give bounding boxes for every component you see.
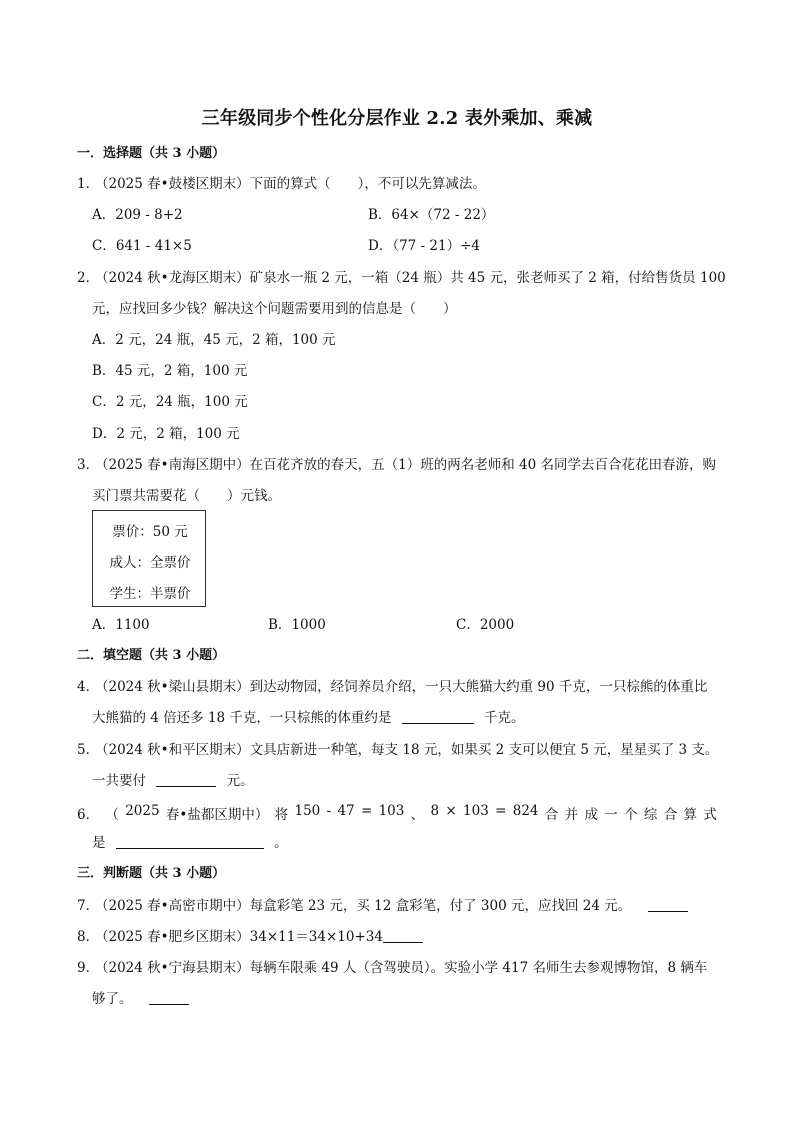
adult-price-line: 成人：全票价 [109, 555, 191, 571]
question-2 [77, 269, 726, 287]
answer-blank[interactable] [648, 898, 688, 912]
question-8 [77, 928, 423, 946]
q6-token: 合 [544, 807, 559, 823]
q6-token: 103 [463, 803, 489, 819]
student-price-line: 学生：半票价 [109, 586, 191, 602]
question-4 [77, 678, 707, 696]
question-text-line1: （2024 秋•和平区期末）文具店新进一种笔，每支 18 元，如果买 2 支可以便宜 5 元，星星买了 3 支。 [95, 742, 719, 758]
section-heading-fill: 二．填空题（共 3 小题） [77, 648, 226, 663]
ticket-price-line: 票价：50 元 [112, 524, 188, 540]
question-6 [77, 803, 717, 823]
q6-token: 个 [624, 807, 638, 823]
question-text-line1: （2024 秋•龙海区期末）矿泉水一瓶 2 元，一箱（24 瓶）共 45 元，张老师买了 2 箱，付给售货员 100 [95, 270, 726, 286]
answer-blank[interactable] [383, 929, 423, 943]
question-text-line2: 元，应找回多少钱？解决这个问题需要用到的信息是（ ） [92, 301, 457, 317]
q6-token: 综 [643, 807, 658, 823]
question-text: 大熊猫的 4 倍还多 18 千克，一只棕熊的体重约是 [92, 710, 392, 726]
q6-token: 并 [564, 807, 579, 823]
q6-token: 6． [77, 807, 100, 823]
question-number: 1． [77, 176, 100, 192]
q2-option-d: D．2 元，2 箱，100 元 [92, 426, 240, 442]
q6-token: 824 [512, 803, 539, 819]
q6-token: 成 [584, 807, 598, 823]
question-7 [77, 897, 688, 915]
q6-token: 将 [274, 807, 289, 823]
end-text: 。 [274, 835, 288, 851]
section-heading-judge: 三．判断题（共 3 小题） [77, 866, 226, 881]
question-6-line2 [92, 834, 288, 852]
question-text: 是 [92, 835, 106, 851]
q3-option-a: A．1100 [92, 617, 150, 633]
q6-token: × [445, 803, 457, 819]
q6-token: 一 [604, 807, 618, 823]
question-number: 8． [77, 929, 100, 945]
q3-option-b: B．1000 [268, 617, 326, 633]
q1-option-a: A．209 - 8+2 [92, 207, 183, 223]
question-number: 7． [77, 898, 100, 914]
q6-token: = [495, 803, 507, 819]
q6-token: 算 [683, 807, 698, 823]
q6-token: 150 [294, 803, 321, 819]
q6-token: （ [105, 807, 119, 823]
question-text-line1: （2025 春•南海区期中）在百花齐放的春天，五（1）班的两名老师和 40 名同学去百合花花田春游，购 [95, 457, 716, 473]
q6-token: 2025 [125, 803, 160, 819]
q6-token: 47 [337, 803, 355, 819]
q2-option-b: B．45 元，2 箱，100 元 [92, 363, 248, 379]
q6-token: 、 [410, 807, 425, 823]
page-title: 三年级同步个性化分层作业 2.2 表外乘加、乘减 [201, 108, 593, 129]
q3-option-c: C．2000 [456, 617, 515, 633]
q1-option-c: C．641 - 41×5 [92, 238, 192, 254]
question-number: 4． [77, 679, 100, 695]
q6-token: 8 [430, 803, 440, 819]
question-number: 5． [77, 742, 100, 758]
question-number: 2． [77, 270, 100, 286]
q2-option-c: C．2 元，24 瓶，100 元 [92, 394, 248, 410]
question-text-line1: （2024 秋•宁海县期末）每辆车限乘 49 人（含驾驶员）。实验小学 417 名师生去参观博物馆，8 辆车 [95, 960, 708, 976]
question-text: 一共要付 [92, 773, 146, 789]
question-5-line2 [92, 772, 254, 790]
unit-text: 元。 [226, 773, 254, 789]
q6-token: 春•盐都区期中） [165, 807, 269, 823]
ticket-price-box [92, 510, 206, 607]
q6-token: 合 [663, 807, 678, 823]
question-9-line2 [92, 990, 189, 1008]
question-text-line2: 买门票共需要花（ ）元钱。 [92, 488, 281, 504]
q2-option-a: A．2 元，24 瓶，45 元，2 箱，100 元 [92, 332, 336, 348]
q6-token: - [326, 803, 332, 819]
question-1 [77, 175, 486, 193]
section-heading-choice: 一．选择题（共 3 小题） [77, 146, 226, 161]
answer-blank[interactable] [149, 991, 189, 1005]
q6-token: 103 [378, 803, 405, 819]
unit-text: 千克。 [484, 710, 525, 726]
answer-blank[interactable] [156, 773, 216, 787]
question-text: 够了。 [92, 991, 133, 1007]
question-4-line2 [92, 709, 525, 727]
question-text: （2025 春•高密市期中）每盒彩笔 23 元，买 12 盒彩笔，付了 300 元，应找回 24 元。 [95, 898, 632, 914]
q6-token: = [360, 803, 373, 819]
answer-blank[interactable] [116, 835, 264, 849]
question-number: 9． [77, 960, 100, 976]
q1-option-d: D．（77 - 21）÷4 [368, 238, 480, 254]
question-text: （2025 春•肥乡区期末）34×11＝34×10+34 [95, 929, 383, 945]
question-text: （2025 春•鼓楼区期末）下面的算式（ ），不可以先算减法。 [95, 176, 486, 192]
question-number: 3． [77, 457, 100, 473]
question-text-line1: （2024 秋•梁山县期末）到达动物园，经饲养员介绍，一只大熊猫大约重 90 千克，一只棕熊的体重比 [95, 679, 708, 695]
q1-option-b: B．64×（72 - 22） [368, 207, 495, 223]
question-9 [77, 959, 707, 977]
question-5 [77, 741, 718, 759]
q6-token: 式 [703, 807, 717, 823]
question-3 [77, 456, 716, 474]
answer-blank[interactable] [402, 710, 474, 724]
